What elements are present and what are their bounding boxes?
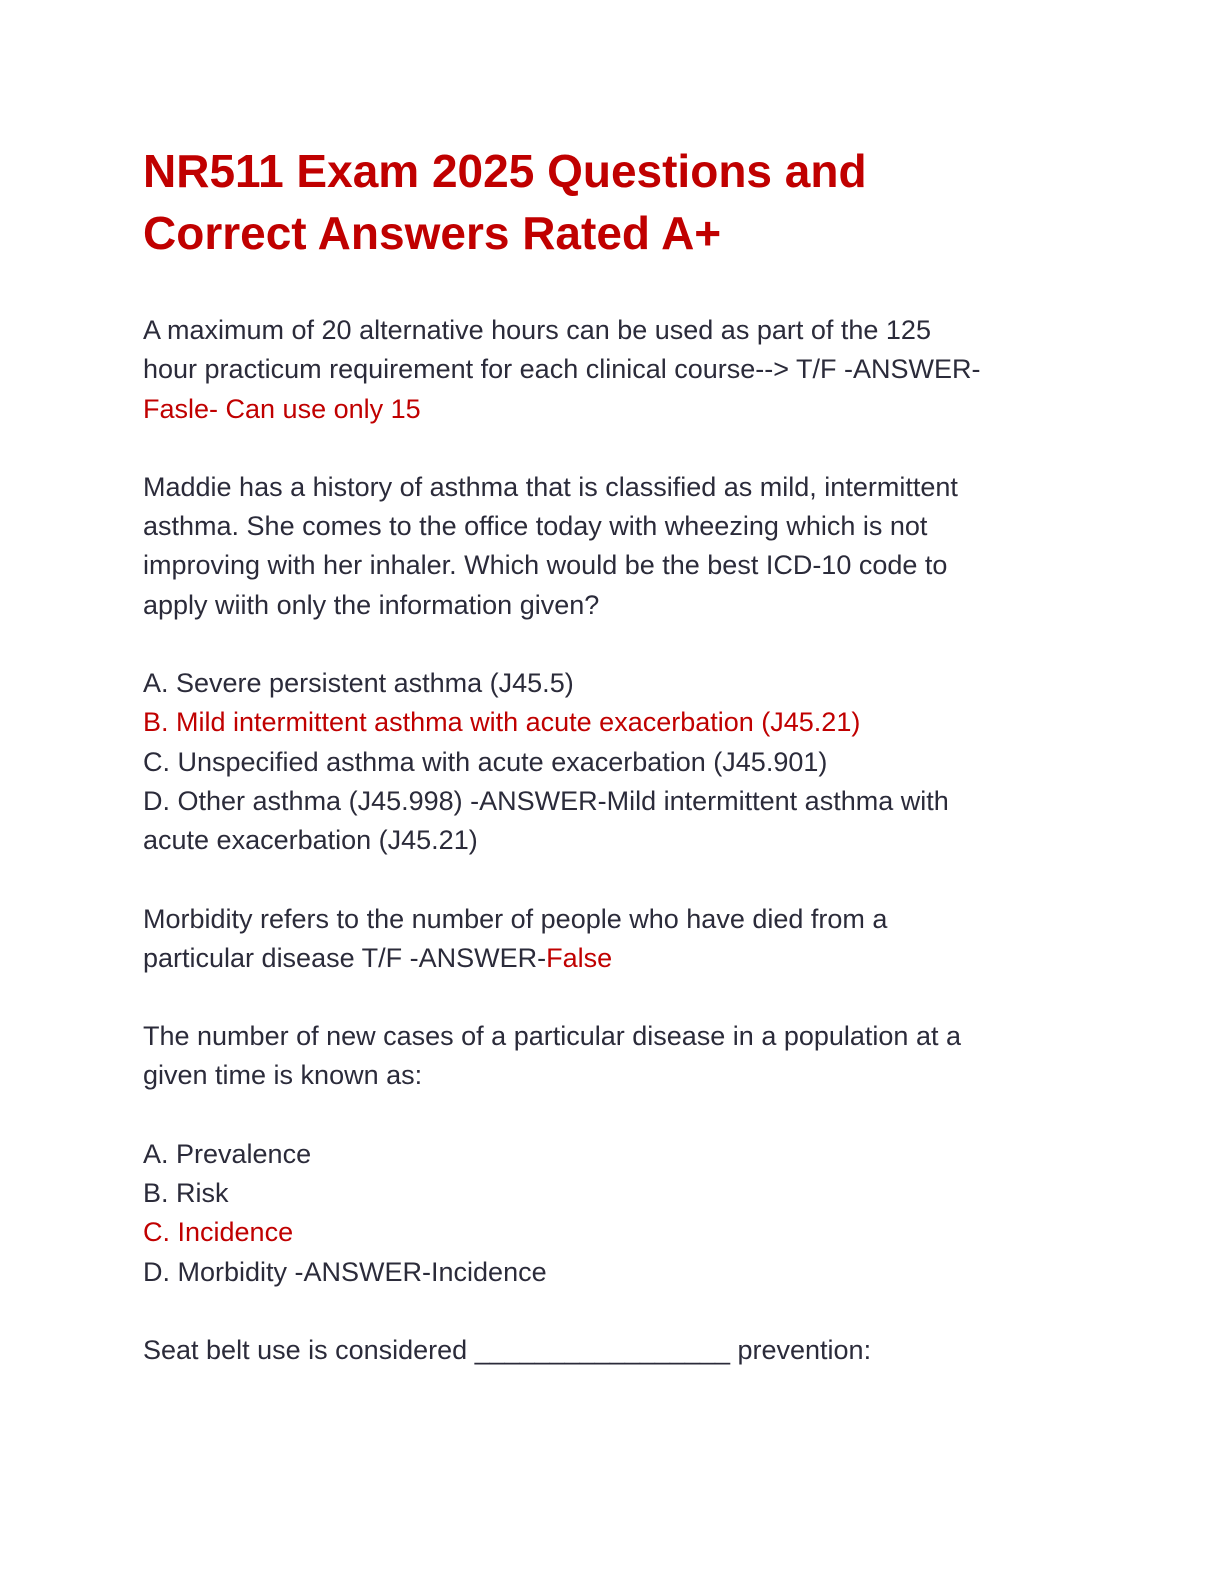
question-2-line-3: improving with her inhaler. Which would be the best ICD-10 code to — [143, 550, 948, 581]
question-3-line-2 — [143, 939, 1103, 978]
title-line-2: Correct Answers Rated A+ — [143, 207, 722, 259]
question-4-option-c-correct: C. Incidence — [143, 1217, 294, 1248]
question-2-option-d-line-1: D. Other asthma (J45.998) -ANSWER-Mild intermittent asthma with — [143, 785, 949, 816]
question-2-line-4: apply wiith only the information given? — [143, 589, 600, 620]
question-1-line-1: A maximum of 20 alternative hours can be used as part of the 125 — [143, 315, 931, 345]
question-2-option-c: C. Unspecified asthma with acute exacerbation (J45.901) — [143, 746, 828, 777]
question-2-line-1: Maddie has a history of asthma that is classified as mild, intermittent — [143, 471, 958, 502]
question-2-option-b-correct: B. Mild intermittent asthma with acute exacerbation (J45.21) — [143, 707, 861, 738]
question-4-line-1: The number of new cases of a particular disease in a population at a — [143, 1021, 961, 1052]
question-2-options — [143, 664, 1103, 860]
question-4-option-d: D. Morbidity -ANSWER-Incidence — [143, 1256, 547, 1287]
question-1-line-2: hour practicum requirement for each clinical course--> T/F -ANSWER- — [143, 354, 981, 385]
question-3 — [143, 900, 1103, 979]
question-2-line-2: asthma. She comes to the office today with wheezing which is not — [143, 511, 928, 542]
title-line-1: NR511 Exam 2025 Questions and — [143, 145, 867, 197]
question-1-answer: Fasle- Can use only 15 — [143, 393, 421, 424]
question-5-line-1: Seat belt use is considered _________________ prevention: — [143, 1334, 872, 1365]
question-4 — [143, 1017, 1103, 1096]
question-4-line-2: given time is known as: — [143, 1060, 423, 1091]
question-2-option-a: A. Severe persistent asthma (J45.5) — [143, 668, 574, 699]
question-5 — [143, 1331, 1103, 1370]
question-3-prefix: particular disease T/F -ANSWER- — [143, 942, 547, 973]
question-2 — [143, 468, 1103, 625]
question-1 — [143, 311, 1103, 429]
question-4-option-a: A. Prevalence — [143, 1138, 312, 1169]
document-page — [143, 140, 1103, 1370]
question-2-option-d-line-2: acute exacerbation (J45.21) — [143, 825, 478, 856]
question-3-line-1: Morbidity refers to the number of people who have died from a — [143, 903, 888, 934]
question-3-answer: False — [546, 942, 613, 973]
question-4-option-b: B. Risk — [143, 1178, 229, 1209]
question-4-options — [143, 1135, 1103, 1292]
document-title — [143, 140, 1103, 264]
